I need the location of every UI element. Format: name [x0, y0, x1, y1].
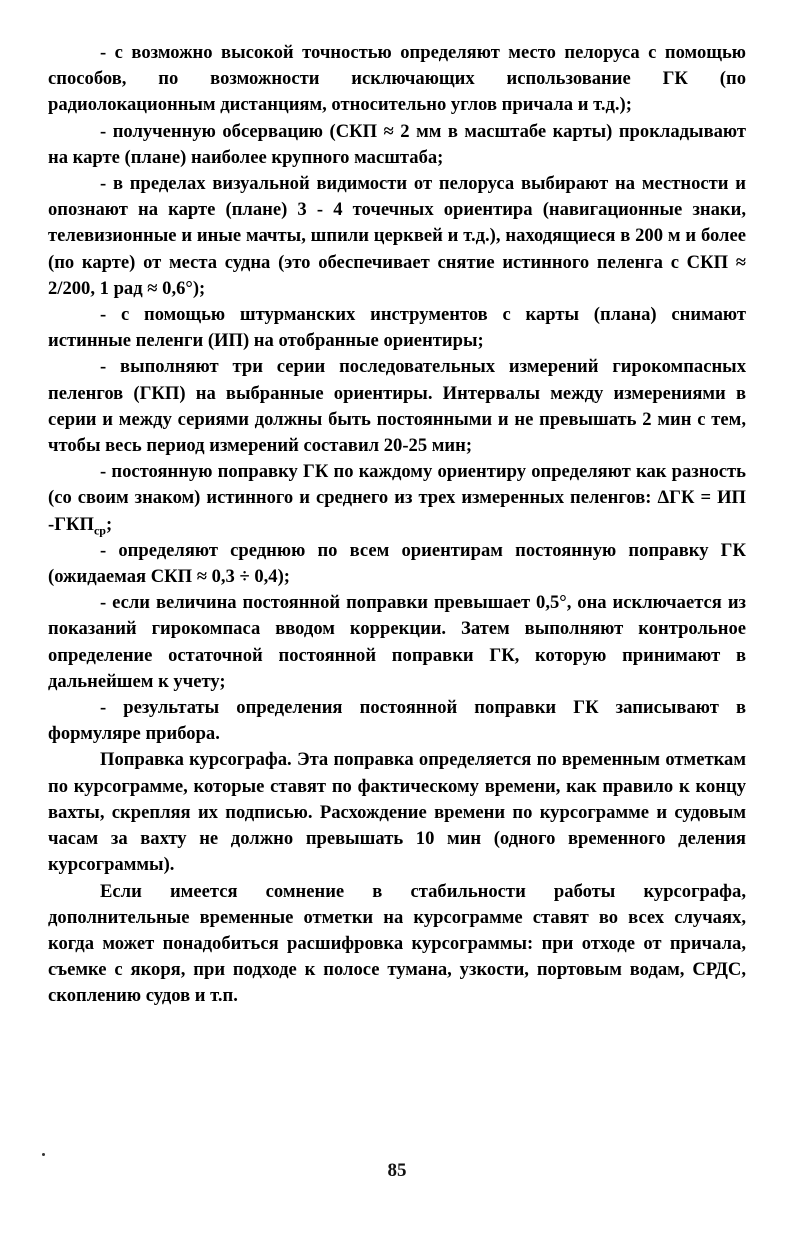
paragraph: - с возможно высокой точностью определяют место пелоруса с помощью способов, по возможности исключающих использование ГК (по радиолокационным дистанциям, относительно углов причала и т.д.); [48, 42, 746, 116]
paragraph: - полученную обсервацию (СКП ≈ 2 мм в масштабе карты) прокладывают на карте (плане) наиболее крупного масштаба; [48, 120, 746, 168]
paragraph: - выполняют три серии последовательных измерений гирокомпасных пеленгов (ГКП) на выбранные ориентиры. Интервалы между измерениями в серии и между сериями должны быть постоянными и не превышать 2 мин с тем, чтобы весь период измерений составил 20-25 мин; [48, 356, 746, 457]
page-number: 85 [387, 1160, 407, 1181]
paragraph-text: Эта поправка определяется по временным отметкам по курсограмме, которые ставят по фактическому времени, как правило к концу вахты, скрепляя их подписью. Расхождение времени по курсограмме и судовым часам за вахту не должно превышать 10 мин (одного временного деления курсограммы). [48, 749, 746, 876]
run-in-heading: Поправка курсографа. [100, 749, 292, 771]
paragraph: Если имеется сомнение в стабильности работы курсографа, дополнительные временные отметки на курсограмме ставят во всех случаях, когда может понадобиться расшифровка курсограммы: при отходе от причала, съемке с якоря, при подходе к полосе тумана, узкости, портовым водам, СРДС, скоплению судов и т.п. [48, 880, 746, 1007]
paragraph-tail: ; [105, 513, 113, 535]
paragraph [48, 459, 746, 538]
paragraph: - определяют среднюю по всем ориентирам постоянную поправку ГК (ожидаемая СКП ≈ 0,3 ÷ 0,4); [48, 539, 746, 588]
paragraph: - если величина постоянной поправки превышает 0,5°, она исключается из показаний гирокомпаса вводом коррекции. Затем выполняют контрольное определение остаточной постоянной поправки ГК, которую принимают в дальнейшем к учету; [48, 592, 746, 692]
subscript: ср [93, 523, 106, 538]
paragraph-text: - постоянную поправку ГК по каждому ориентиру определяют как разность (со своим знаком) истинного и среднего из трех измеренных пеленгов: ΔГК = ИП -ГКП [48, 461, 746, 535]
paragraph: - в пределах визуальной видимости от пелоруса выбирают на местности и опознают на карте (плане) 3 - 4 точечных ориентира (навигационные знаки, телевизионные и иные мачты, шпили церквей и т.д.), находящиеся в 200 м и более (по карте) от места судна (это обеспечивает снятие истинного пеленга с СКП ≈ 2/200, 1 рад ≈ 0,6°); [48, 173, 746, 299]
paragraph [48, 747, 746, 878]
paragraph: - результаты определения постоянной поправки ГК записывают в формуляре прибора. [48, 697, 746, 745]
page-body [48, 40, 746, 1010]
scan-speck [42, 1153, 45, 1156]
paragraph: - с помощью штурманских инструментов с карты (плана) снимают истинные пеленги (ИП) на отобранные ориентиры; [48, 304, 746, 352]
